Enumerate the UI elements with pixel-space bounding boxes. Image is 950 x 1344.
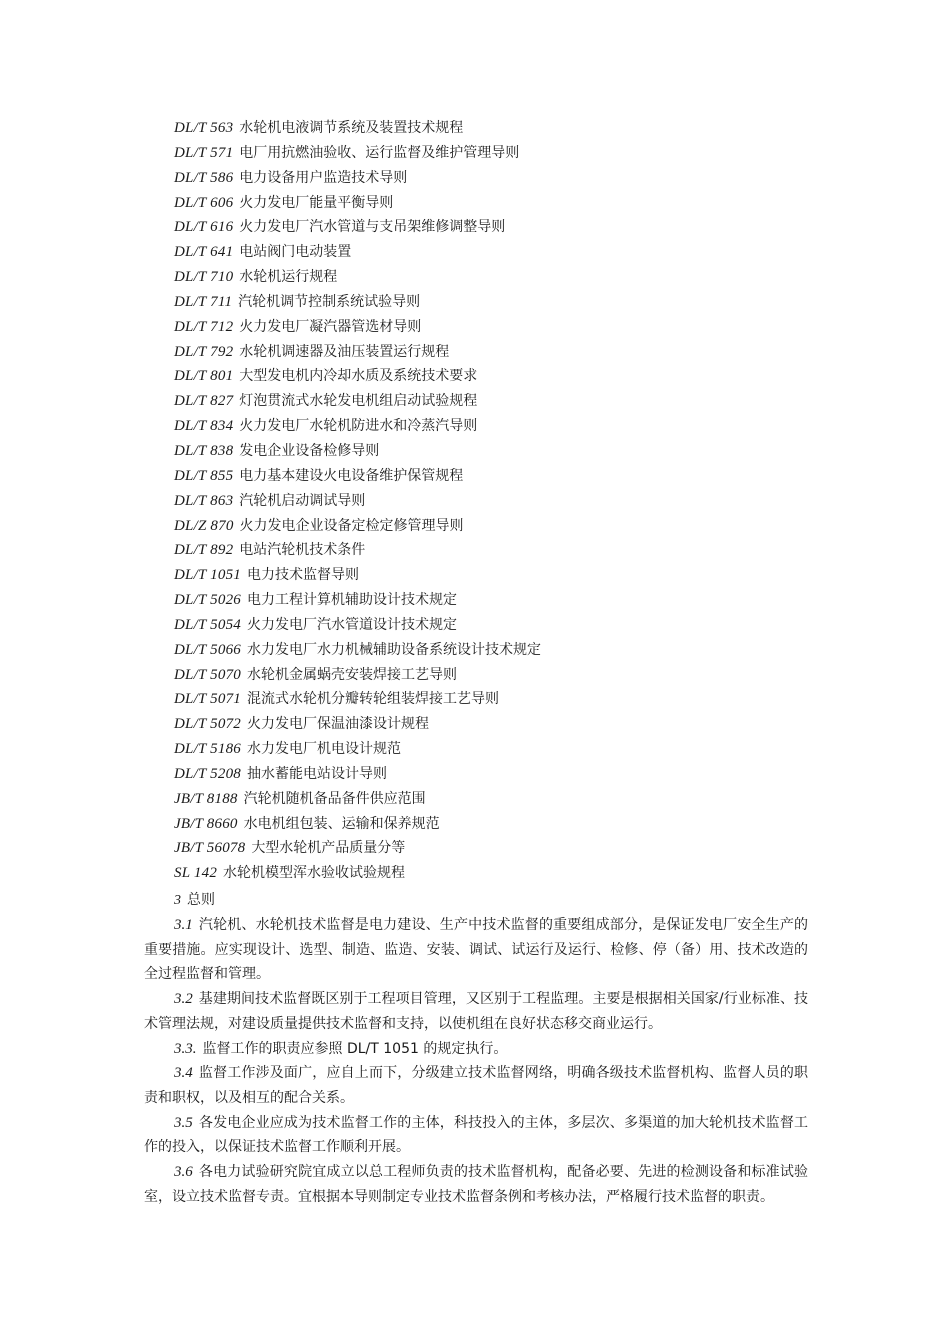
- standard-title: 水轮机电液调节系统及装置技术规程: [239, 120, 464, 136]
- clause-paragraph: [144, 1111, 808, 1160]
- standard-item: [174, 364, 541, 389]
- standard-title: 混流式水轮机分瓣转轮组装焊接工艺导则: [246, 691, 499, 708]
- standard-code: JB/T 8660: [174, 815, 238, 832]
- clause-number: 3.6: [174, 1164, 193, 1181]
- standard-title: 发电企业设备检修导则: [239, 442, 380, 459]
- standard-code: JB/T 8188: [174, 790, 238, 807]
- standard-item: [174, 712, 541, 737]
- standard-title: 电厂用抗燃油验收、运行监督及维护管理导则: [239, 144, 520, 161]
- standard-code: DL/T 855: [174, 467, 234, 484]
- standard-title: 水轮机金属蜗壳安装焊接工艺导则: [246, 666, 457, 683]
- clause-paragraph: [144, 913, 808, 987]
- standard-code: JB/T 56078: [174, 840, 246, 857]
- clause-paragraph: [144, 1061, 808, 1110]
- clause-number: 3.5: [174, 1114, 193, 1131]
- standard-title: 大型发电机内冷却水质及系统技术要求: [239, 368, 478, 385]
- standard-code: DL/T 711: [174, 293, 233, 310]
- standard-code: DL/T 5072: [174, 716, 241, 733]
- standard-title: 火力发电厂保温油漆设计规程: [246, 716, 429, 733]
- clause-number: 3.1: [174, 917, 193, 933]
- standard-title: 电力工程计算机辅助设计技术规定: [246, 592, 457, 609]
- standard-code: DL/T 5071: [174, 691, 241, 708]
- standard-title: 火力发电厂汽水管道与支吊架维修调整导则: [239, 219, 506, 236]
- standard-item: [174, 464, 541, 489]
- section-paragraphs: [144, 913, 808, 1209]
- standard-item: [174, 812, 541, 837]
- standard-code: DL/T 801: [174, 368, 234, 385]
- standard-item: [174, 787, 541, 812]
- standard-title: 水轮机运行规程: [239, 269, 338, 286]
- standard-item: [174, 563, 541, 588]
- standard-item: [174, 215, 541, 240]
- standard-item: [174, 240, 541, 265]
- standard-code: DL/T 1051: [174, 567, 241, 584]
- standard-item: [174, 762, 541, 787]
- standard-title: 电站汽轮机技术条件: [239, 542, 366, 559]
- clause-text: 汽轮机、水轮机技术监督是电力建设、生产中技术监督的重要组成部分，是保证发电厂安全生产的重要措施。应实现设计、选型、制造、监造、安装、调试、试运行及运行、检修、停（备）用、技术改造的全过程监督和管理。: [144, 917, 808, 983]
- standard-code: DL/T 710: [174, 269, 234, 286]
- standard-title: 火力发电厂凝汽器管选材导则: [239, 318, 422, 335]
- standard-item: [174, 489, 541, 514]
- standard-item: [174, 414, 541, 439]
- standard-title: 灯泡贯流式水轮发电机组启动试验规程: [239, 393, 478, 410]
- standard-item: [174, 340, 541, 365]
- standard-item: [174, 265, 541, 290]
- standard-code: DL/T 616: [174, 219, 234, 236]
- clause-text: 监督工作涉及面广，应自上而下，分级建立技术监督网络，明确各级技术监督机构、监督人员的职责和职权，以及相互的配合关系。: [144, 1065, 808, 1106]
- standard-title: 火力发电厂能量平衡导则: [239, 194, 394, 211]
- standard-code: DL/T 5054: [174, 616, 241, 633]
- standard-code: DL/T 834: [174, 418, 234, 435]
- standard-item: [174, 116, 541, 141]
- standard-title: 水轮机调速器及油压装置运行规程: [239, 343, 450, 360]
- standard-code: DL/T 606: [174, 194, 234, 211]
- standard-code: DL/T 712: [174, 318, 234, 335]
- standard-code: DL/Z 870: [174, 517, 234, 534]
- standard-title: 抽水蓄能电站设计导则: [246, 765, 387, 782]
- standard-code: DL/T 792: [174, 343, 234, 360]
- standard-code: DL/T 827: [174, 393, 234, 410]
- standard-code: DL/T 563: [174, 120, 234, 136]
- standard-item: [174, 290, 541, 315]
- standard-code: DL/T 571: [174, 144, 234, 161]
- standard-title: 汽轮机启动调试导则: [239, 492, 366, 509]
- clause-number: 3.4: [174, 1065, 193, 1082]
- standard-code: DL/T 5026: [174, 592, 241, 609]
- section-number: 3: [174, 893, 181, 908]
- standard-title: 火力发电厂水轮机防进水和冷蒸汽导则: [239, 418, 478, 435]
- section-heading: [144, 888, 808, 913]
- standard-code: DL/T 5070: [174, 666, 241, 683]
- standard-code: DL/T 586: [174, 169, 234, 186]
- clause-number: 3.2: [174, 991, 193, 1008]
- standard-item: [174, 191, 541, 216]
- standard-code: DL/T 5208: [174, 765, 241, 782]
- standard-item: [174, 836, 541, 861]
- standard-code: DL/T 5066: [174, 641, 241, 658]
- standard-title: 电站阀门电动装置: [239, 244, 352, 261]
- standard-code: DL/T 5186: [174, 741, 241, 758]
- standard-title: 电力设备用户监造技术导则: [239, 169, 408, 186]
- standard-item: [174, 588, 541, 613]
- standard-item: [174, 439, 541, 464]
- standard-code: DL/T 892: [174, 542, 234, 559]
- standard-title: 大型水轮机产品质量分等: [251, 840, 406, 857]
- standard-item: [174, 861, 541, 886]
- standard-item: [174, 315, 541, 340]
- clause-text: 各电力试验研究院宜成立以总工程师负责的技术监督机构，配备必要、先进的检测设备和标准试验室，设立技术监督专责。宜根据本导则制定专业技术监督条例和考核办法，严格履行技术监督的职责。: [144, 1164, 808, 1205]
- clause-paragraph: [144, 987, 808, 1036]
- general-principles-section: [144, 888, 808, 1209]
- standard-code: SL 142: [174, 865, 218, 882]
- standard-item: [174, 687, 541, 712]
- standard-title: 水力发电厂水力机械辅助设备系统设计技术规定: [246, 641, 541, 658]
- standard-item: [174, 141, 541, 166]
- standard-code: DL/T 838: [174, 442, 234, 459]
- standard-title: 电力基本建设火电设备维护保管规程: [239, 467, 464, 484]
- standard-item: [174, 663, 541, 688]
- standard-item: [174, 538, 541, 563]
- standard-item: [174, 638, 541, 663]
- standard-title: 水力发电厂机电设计规范: [246, 741, 401, 758]
- section-title: 总则: [187, 892, 215, 908]
- standard-title: 汽轮机随机备品备件供应范围: [243, 790, 426, 807]
- standard-item: [174, 613, 541, 638]
- standard-title: 汽轮机调节控制系统试验导则: [238, 293, 421, 310]
- standard-title: 电力技术监督导则: [246, 567, 359, 584]
- clause-text: 基建期间技术监督既区别于工程项目管理，又区别于工程监理。主要是根据相关国家/行业标准、技术管理法规，对建设质量提供技术监督和支持，以使机组在良好状态移交商业运行。: [144, 991, 808, 1032]
- standard-title: 水电机组包装、运输和保养规范: [243, 815, 440, 832]
- clause-paragraph: [144, 1160, 808, 1209]
- clause-text: 监督工作的职责应参照 DL/T 1051 的规定执行。: [202, 1040, 508, 1057]
- clause-paragraph: [144, 1037, 808, 1062]
- normative-references-list: [174, 116, 541, 886]
- clause-number: 3.3.: [174, 1040, 197, 1057]
- standard-item: [174, 166, 541, 191]
- standard-code: DL/T 641: [174, 244, 234, 261]
- standard-title: 火力发电厂汽水管道设计技术规定: [246, 616, 457, 633]
- clause-text: 各发电企业应成为技术监督工作的主体，科技投入的主体，多层次、多渠道的加大轮机技术监督工作的投入，以保证技术监督工作顺利开展。: [144, 1114, 808, 1156]
- standard-item: [174, 737, 541, 762]
- standard-title: 水轮机模型浑水验收试验规程: [223, 865, 406, 882]
- standard-item: [174, 389, 541, 414]
- standard-title: 火力发电企业设备定检定修管理导则: [239, 517, 464, 534]
- standard-item: [174, 514, 541, 539]
- standard-code: DL/T 863: [174, 492, 234, 509]
